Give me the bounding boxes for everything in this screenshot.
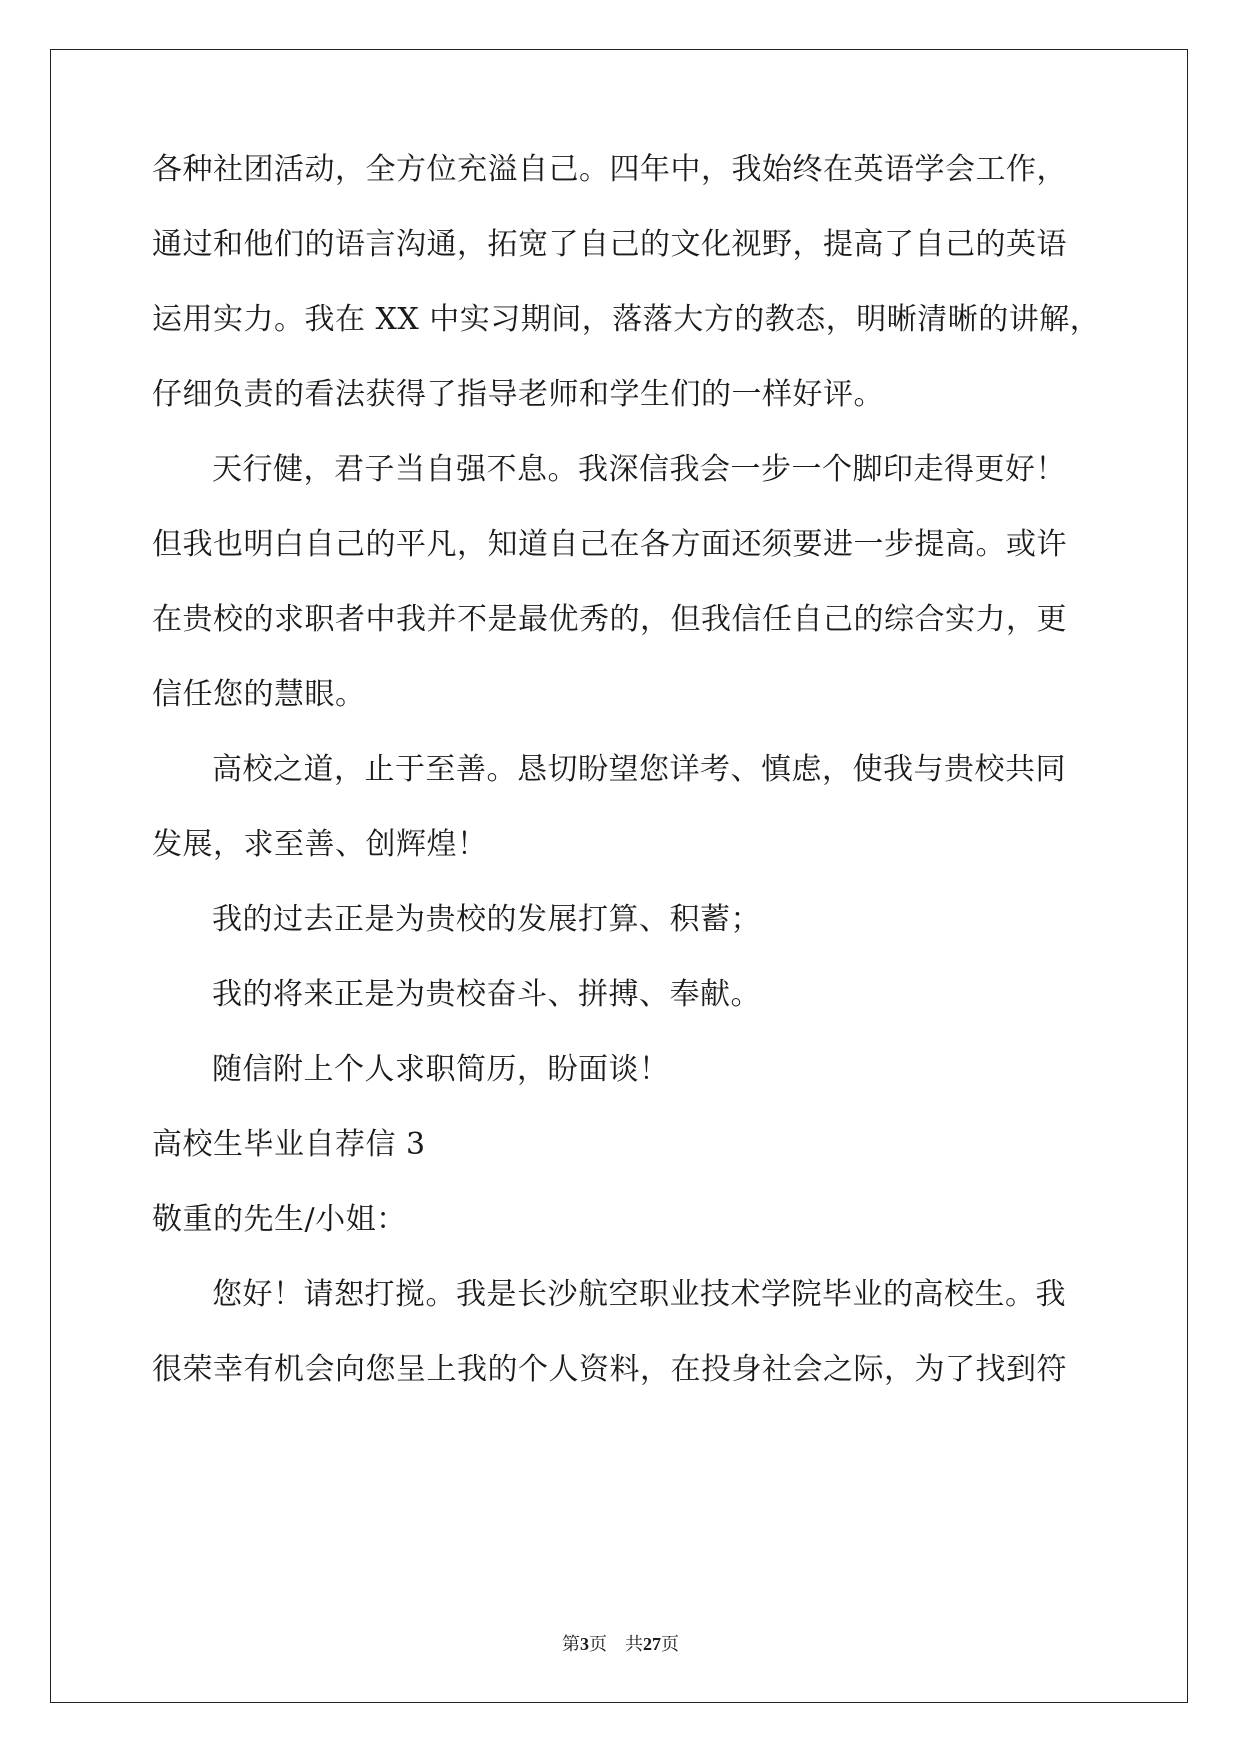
paragraph-line: 通过和他们的语言沟通，拓宽了自己的文化视野，提高了自己的英语 — [152, 227, 1067, 262]
paragraph-line: 仔细负责的看法获得了指导老师和学生们的一样好评。 — [152, 377, 884, 412]
page-unit: 页 — [589, 1634, 607, 1654]
page-prefix: 第 — [562, 1634, 580, 1654]
paragraph-line: 在贵校的求职者中我并不是最优秀的，但我信任自己的综合实力，更 — [152, 602, 1067, 637]
paragraph-line: 您好！请恕打搅。我是长沙航空职业技术学院毕业的高校生。我 — [212, 1277, 1066, 1312]
paragraph-line: 但我也明白自己的平凡，知道自己在各方面还须要进一步提高。或许 — [152, 527, 1067, 562]
paragraph-line: 我的过去正是为贵校的发展打算、积蓄； — [212, 902, 761, 937]
paragraph-line: 运用实力。我在 XX 中实习期间，落落大方的教态，明晰清晰的讲解， — [152, 302, 1101, 337]
total-prefix: 共 — [625, 1634, 643, 1654]
paragraph-line: 很荣幸有机会向您呈上我的个人资料，在投身社会之际，为了找到符 — [152, 1352, 1067, 1387]
paragraph-line: 信任您的慧眼。 — [152, 677, 366, 712]
section-heading: 高校生毕业自荐信 3 — [152, 1127, 426, 1162]
page-total: 27 — [643, 1634, 661, 1654]
salutation: 敬重的先生/小姐： — [152, 1202, 407, 1237]
paragraph-line: 我的将来正是为贵校奋斗、拼搏、奉献。 — [212, 977, 761, 1012]
paragraph-line: 各种社团活动，全方位充溢自己。四年中，我始终在英语学会工作， — [152, 152, 1067, 187]
page-footer — [0, 1632, 1241, 1656]
paragraph-line: 随信附上个人求职简历，盼面谈！ — [212, 1052, 670, 1087]
page-number: 3 — [580, 1634, 589, 1654]
total-unit: 页 — [661, 1634, 679, 1654]
page-border — [50, 49, 1188, 1703]
paragraph-line: 天行健，君子当自强不息。我深信我会一步一个脚印走得更好！ — [212, 452, 1066, 487]
paragraph-line: 发展，求至善、创辉煌！ — [152, 827, 488, 862]
paragraph-line: 高校之道，止于至善。恳切盼望您详考、慎虑，使我与贵校共同 — [212, 752, 1066, 787]
